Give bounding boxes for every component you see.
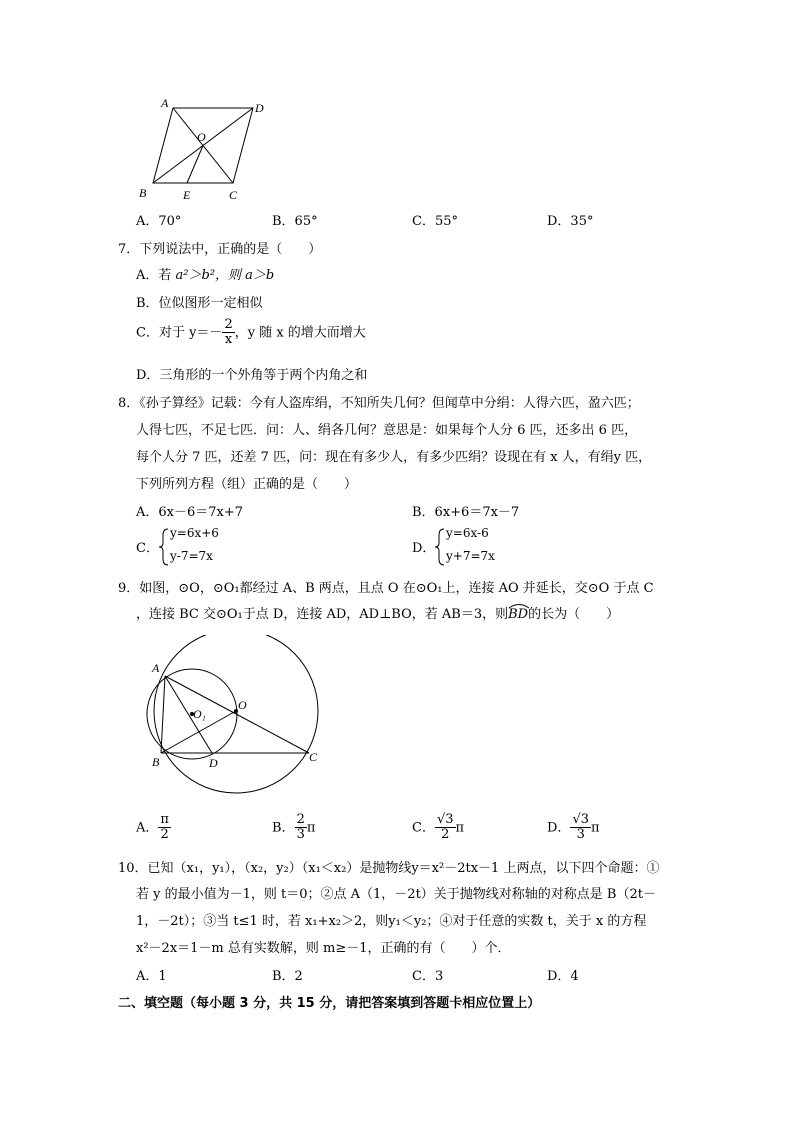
q6-option-d: D．35° bbox=[547, 214, 594, 229]
label-C: C bbox=[229, 188, 238, 202]
q7-fraction bbox=[222, 318, 234, 348]
q8-option-c-eq1: y=6x+6 bbox=[170, 526, 219, 540]
q9-option-b-frac bbox=[295, 813, 307, 843]
q9-line-2-post: 的长为（ ） bbox=[528, 607, 620, 622]
q9-option-b-pi: π bbox=[306, 820, 316, 836]
q8-option-d-label: D． bbox=[412, 541, 436, 556]
q8-option-d-eq2: y+7=7x bbox=[446, 549, 495, 563]
label-D: D bbox=[255, 101, 264, 115]
q9-option-a-den: 2 bbox=[160, 827, 169, 843]
q9-option-d-label: D． bbox=[547, 820, 571, 836]
q8-option-c-eq2: y-7=7x bbox=[170, 549, 213, 563]
q8-line-1: 8．《孙子算经》记载：今有人盗库绢，不知所失几何？但闻草中分绢：人得六匹，盈六匹； bbox=[118, 396, 640, 411]
fig2-label-D: D bbox=[209, 756, 218, 770]
fig2-label-A: A bbox=[152, 661, 160, 675]
fig2-label-B: B bbox=[152, 755, 160, 769]
q9-option-d-num: √3 bbox=[572, 812, 589, 827]
q9-option-c bbox=[412, 813, 464, 843]
q7-option-d: D．三角形的一个外角等于两个内角之和 bbox=[136, 368, 368, 383]
fig2-label-O: O bbox=[238, 698, 247, 712]
q9-arc-mark bbox=[508, 603, 530, 609]
q6-option-c: C．55° bbox=[412, 214, 458, 229]
label-O: O bbox=[197, 130, 206, 144]
q9-option-c-pi: π bbox=[455, 820, 465, 836]
q9-option-d-frac bbox=[570, 813, 591, 843]
q7-frac-num: 2 bbox=[224, 317, 233, 332]
q6-option-a: A．70° bbox=[136, 214, 182, 229]
circles-figure bbox=[133, 635, 333, 805]
fig2-label-C: C bbox=[309, 750, 318, 764]
q9-option-b-label: B． bbox=[272, 820, 295, 836]
q7-option-b: B．位似图形一定相似 bbox=[136, 296, 263, 311]
q10-line-2: 若 y 的最小值为－1，则 t＝0；②点 A（1，－2t）关于抛物线对称轴的对称点是 B（2t－ bbox=[136, 887, 656, 902]
q9-option-d-pi: π bbox=[591, 820, 600, 836]
q9-option-a-num: π bbox=[160, 812, 169, 827]
q10-line-3: 1，－2t）；③当 t≤1 时，若 x₁+x₂＞2，则y₁＜y₂；④对于任意的实数 t，关于 x 的方程 bbox=[136, 914, 647, 929]
label-A: A bbox=[161, 96, 169, 110]
q7-option-c bbox=[136, 318, 366, 348]
q8-option-c-label: C． bbox=[136, 541, 159, 556]
q9-option-a-frac bbox=[158, 813, 171, 843]
q8-option-d-eq1: y=6x-6 bbox=[446, 526, 489, 540]
q10-option-d: D．4 bbox=[547, 969, 579, 984]
q9-option-c-frac bbox=[435, 813, 456, 843]
q9-option-b bbox=[272, 813, 315, 843]
fig2-label-O1: O₁ bbox=[193, 707, 206, 721]
q9-option-c-den: 2 bbox=[441, 827, 450, 843]
q7-option-a-label: A．若 bbox=[136, 268, 176, 283]
q8-line-4: 下列所列方程（组）正确的是（ ） bbox=[136, 477, 358, 492]
q9-option-b-num: 2 bbox=[296, 812, 305, 827]
q8-option-d-brace bbox=[434, 527, 446, 567]
q9-line-2 bbox=[136, 603, 619, 622]
q8-line-2: 人得七匹，不足七匹．问：人、绢各几何？意思是：如果每个人分 6 匹，还多出 6 匹， bbox=[136, 423, 638, 438]
q9-option-b-den: 3 bbox=[296, 827, 305, 843]
q9-line-1: 9．如图，⊙O，⊙O₁都经过 A、B 两点，且点 O 在⊙O₁上，连接 AO 并延长，交⊙O 于点 C bbox=[118, 581, 654, 596]
q10-line-1: 10．已知（x₁，y₁），（x₂，y₂）（x₁＜x₂）是抛物线y＝x²－2tx－1 上两点，以下四个命题：① bbox=[118, 861, 660, 876]
q9-option-d bbox=[547, 813, 600, 843]
q9-line-2-pre: ，连接 BC 交⊙O₁于点 D，连接 AD，AD⊥BO，若 AB＝3，则 bbox=[136, 607, 509, 622]
q7-option-c-post: ，y 随 x 的增大而增大 bbox=[234, 325, 366, 341]
q9-option-a-label: A． bbox=[136, 820, 159, 836]
q10-option-a: A．1 bbox=[136, 969, 167, 984]
q8-option-b: B．6x+6＝7x－7 bbox=[412, 505, 520, 520]
q10-option-c: C．3 bbox=[412, 969, 444, 984]
q9-option-a bbox=[136, 813, 171, 843]
label-E: E bbox=[183, 188, 191, 202]
q7-stem: 7．下列说法中，正确的是（ ） bbox=[118, 242, 322, 257]
q9-option-c-label: C． bbox=[412, 820, 435, 836]
q7-option-a bbox=[136, 264, 274, 283]
q6-option-b: B．65° bbox=[272, 214, 318, 229]
q10-line-4: x²－2x＝1－m 总有实数解，则 m≥－1，正确的有（ ）个． bbox=[136, 941, 511, 956]
q8-option-a: A．6x－6＝7x+7 bbox=[136, 505, 244, 520]
q7-option-c-pre: C．对于 y＝－ bbox=[136, 325, 223, 341]
q8-option-c-brace bbox=[158, 527, 170, 567]
q9-arc-bd bbox=[508, 607, 528, 622]
q7-frac-den: x bbox=[224, 332, 233, 348]
q10-option-b: B．2 bbox=[272, 969, 303, 984]
section-2-heading: 二、填空题（每小题 3 分，共 15 分，请把答案填到答题卡相应位置上） bbox=[118, 996, 541, 1011]
q7-option-a-expr: a²＞b²，则 a＞b bbox=[175, 268, 275, 283]
q9-option-d-den: 3 bbox=[576, 827, 585, 843]
label-B: B bbox=[139, 186, 147, 200]
parallelogram-figure bbox=[135, 95, 275, 205]
q8-line-3: 每个人分 7 匹，还差 7 匹，问：现在有多少人，有多少匹绢？设现在有 x 人，有绢y 匹， bbox=[136, 450, 652, 465]
q9-option-c-num: √3 bbox=[436, 812, 454, 827]
q9-arc-text: BD bbox=[508, 607, 529, 622]
